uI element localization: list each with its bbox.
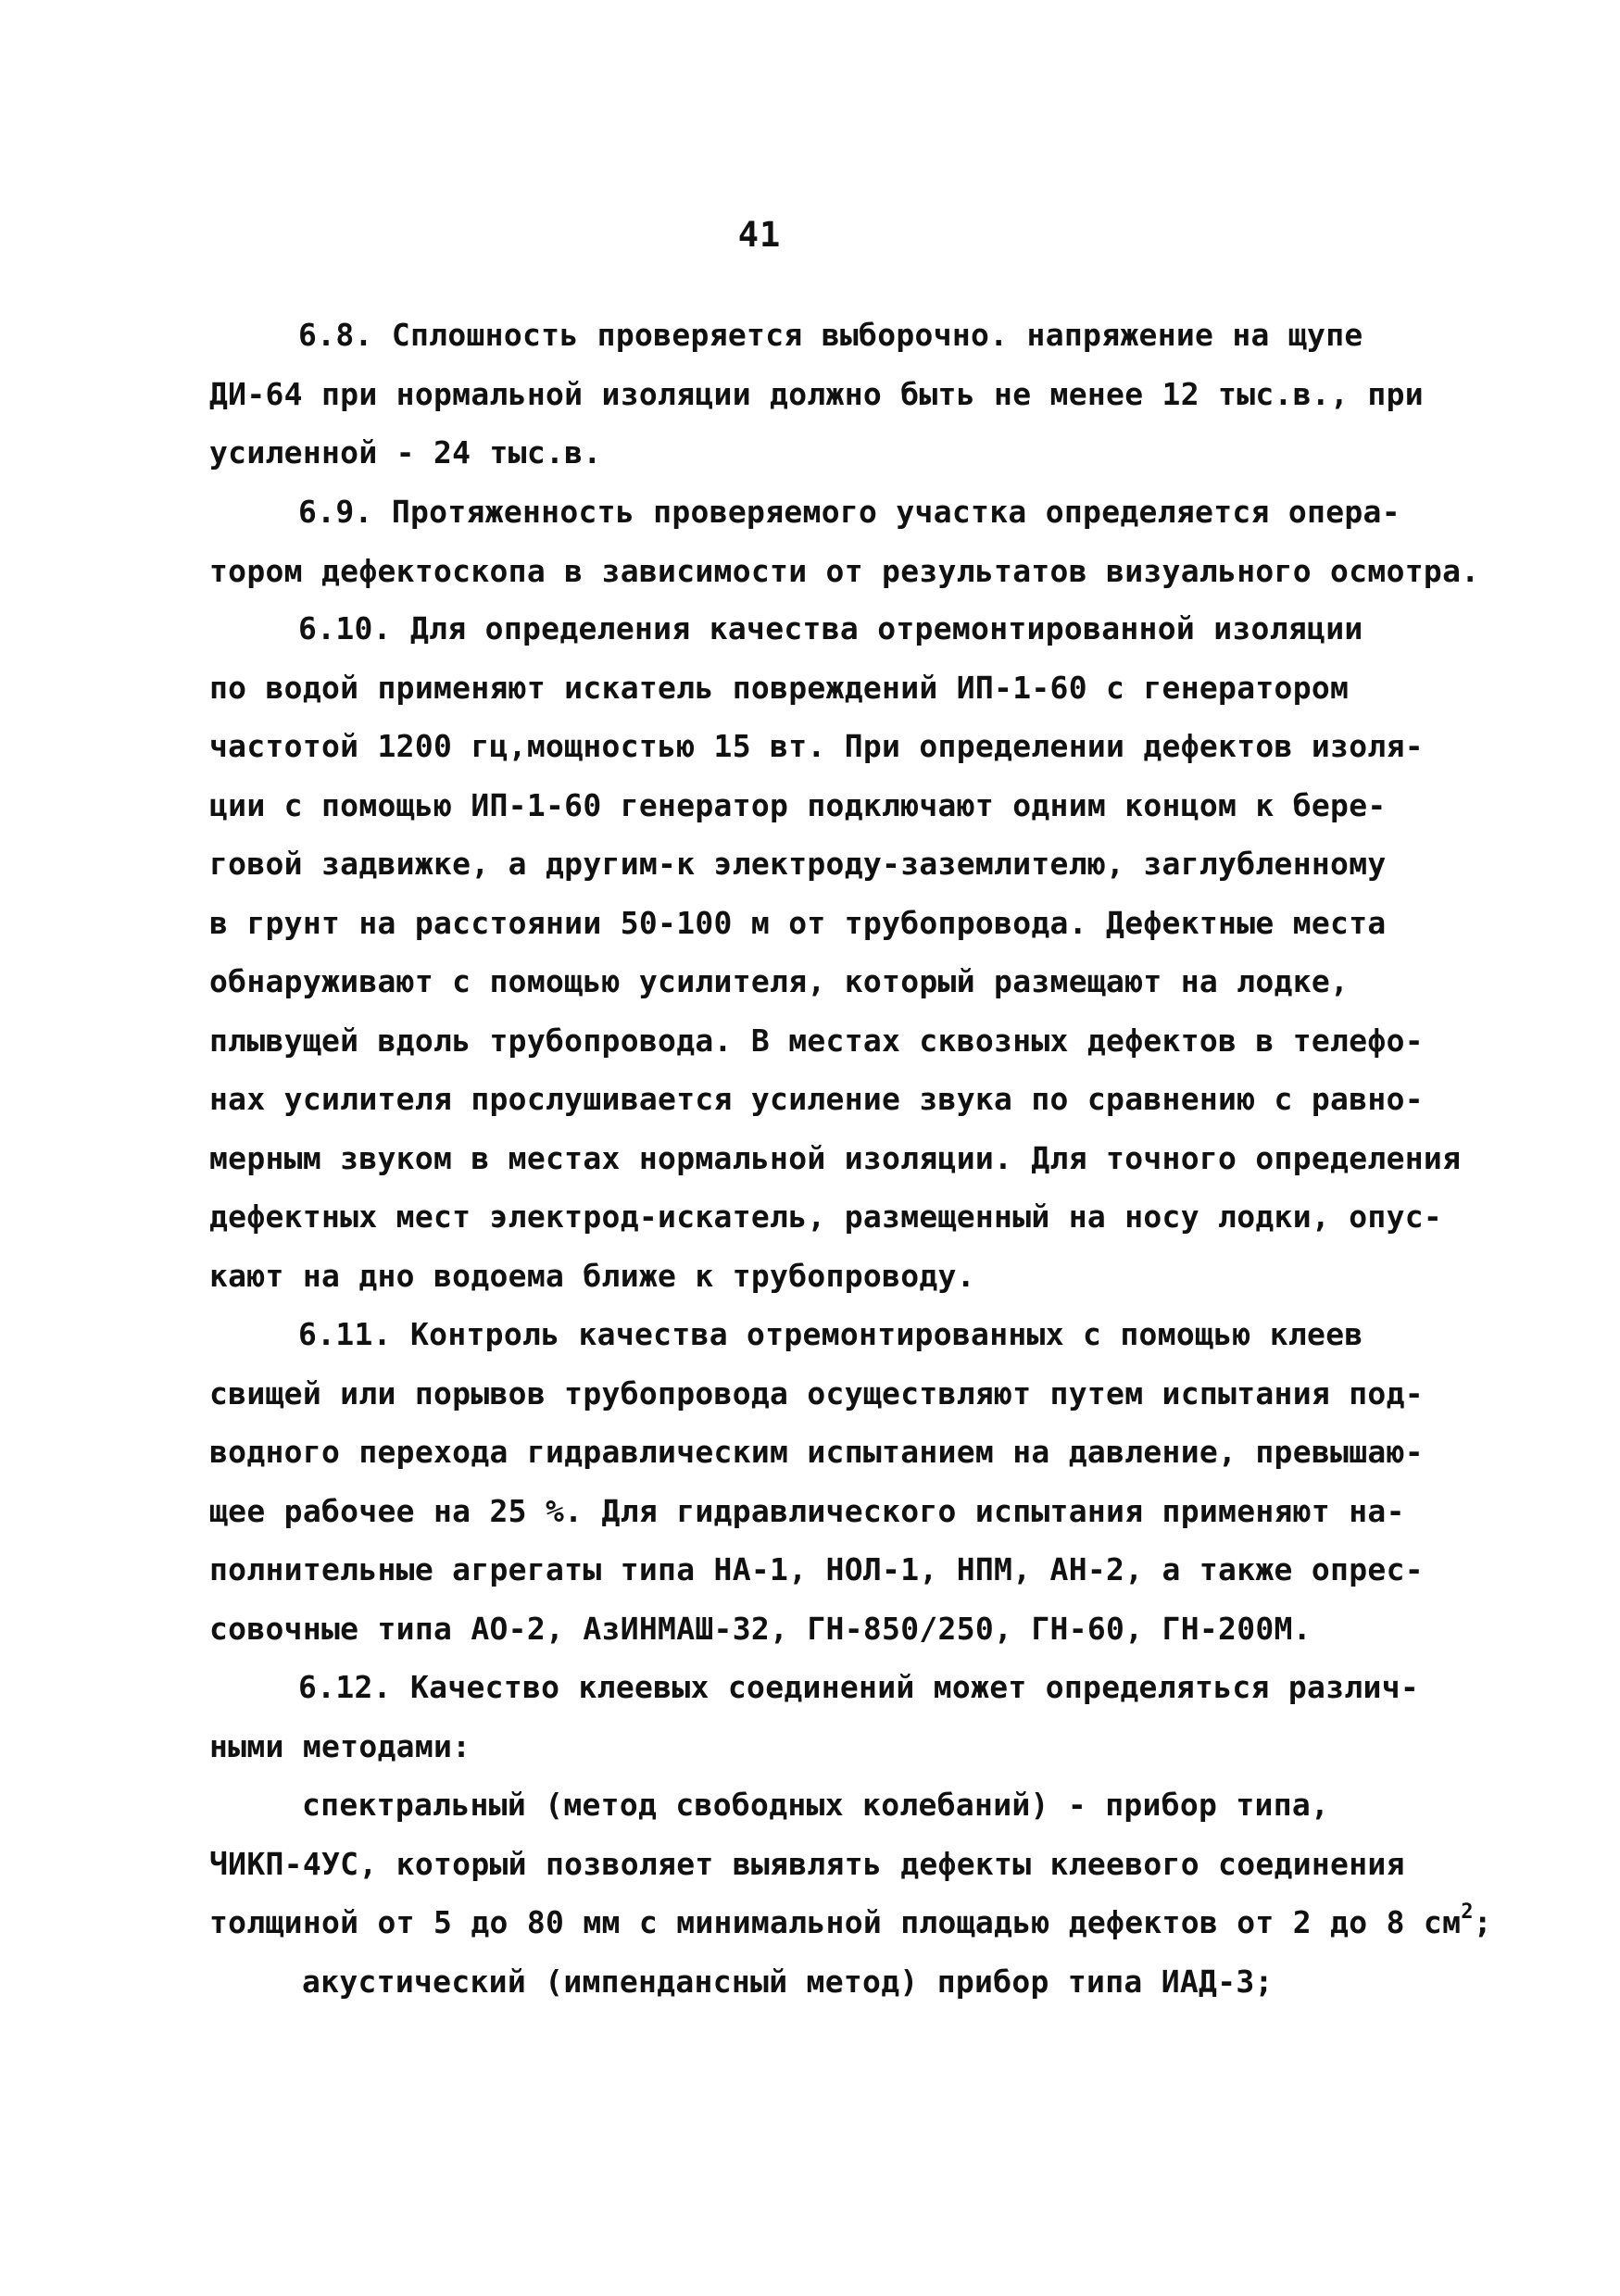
paragraph-6-9	[209, 483, 1480, 600]
superscript-exponent: 2	[1461, 1901, 1474, 1924]
text-line-with-superscript	[209, 1893, 1492, 1952]
text-line: щее рабочее на 25 %. Для гидравлического испытания применяют на-	[209, 1492, 1405, 1529]
text-line: мерным звуком в местах нормальной изоляции. Для точного определения	[209, 1139, 1462, 1176]
text-line: частотой 1200 гц,мощностью 15 вт. При определении дефектов изоля-	[209, 728, 1424, 764]
paragraph-6-10	[209, 599, 1462, 1305]
page-number: 41	[737, 215, 782, 255]
text-line: ДИ-64 при нормальной изоляции должно быть не менее 12 тыс.в., при	[209, 375, 1424, 412]
paragraph-6-8	[209, 306, 1455, 483]
text-line: 6.11. Контроль качества отремонтированных с помощью клеев	[298, 1316, 1363, 1352]
text-line: совочные типа АО-2, АзИНМАШ-32, ГН-850/250, ГН-60, ГН-200М.	[209, 1610, 1312, 1647]
paragraph-6-11	[209, 1305, 1455, 1658]
text-fragment: толщиной от 5 до 80 мм с минимальной площадью дефектов от 2 до 8 см	[209, 1904, 1462, 1940]
text-line: 6.10. Для определения качества отремонтированной изоляции	[298, 610, 1363, 646]
text-line: ЧИКП-4УС, который позволяет выявлять дефекты клеевого соединения	[209, 1845, 1405, 1882]
text-line: ции с помощью ИП-1-60 генератор подключают одним концом к бере-	[209, 786, 1387, 823]
paragraph-methods	[209, 1775, 1492, 2011]
text-line: свищей или порывов трубопровода осуществляют путем испытания под-	[209, 1374, 1424, 1411]
text-line: усиленной - 24 тыс.в.	[209, 434, 602, 470]
text-line: тором дефектоскопа в зависимости от результатов визуального осмотра.	[209, 552, 1480, 589]
text-line: ными методами:	[209, 1727, 471, 1764]
text-line: 6.8. Сплошность проверяется выборочно. напряжение на щупе	[298, 317, 1363, 353]
text-line: акустический (импендансный метод) прибор типа ИАД-3;	[302, 1963, 1274, 2000]
text-line: спектральный (метод свободных колебаний) - прибор типа,	[302, 1787, 1330, 1823]
paragraph-6-12	[209, 1658, 1455, 1775]
text-line: по водой применяют искатель повреждений ИП-1-60 с генератором	[209, 669, 1350, 706]
text-line: полнительные агрегаты типа НА-1, НОЛ-1, НПМ, АН-2, а также опрес-	[209, 1551, 1424, 1587]
text-line: водного перехода гидравлическим испытанием на давление, превышаю-	[209, 1434, 1424, 1470]
text-line: говой задвижке, а другим-к электроду-заземлителю, заглубленному	[209, 846, 1387, 882]
text-line: плывущей вдоль трубопровода. В местах сквозных дефектов в телефо-	[209, 1022, 1424, 1059]
text-line: 6.12. Качество клеевых соединений может определяться различ-	[298, 1669, 1420, 1705]
text-line: 6.9. Протяженность проверяемого участка определяется опера-	[298, 494, 1400, 530]
text-line: кают на дно водоема ближе к трубопроводу.	[209, 1257, 975, 1294]
text-line: обнаруживают с помощью усилителя, который размещают на лодке,	[209, 963, 1350, 999]
text-line: нах усилителя прослушивается усиление звука по сравнению с равно-	[209, 1081, 1424, 1117]
text-line: в грунт на расстоянии 50-100 м от трубопровода. Дефектные места	[209, 904, 1387, 941]
text-fragment: ;	[1473, 1904, 1492, 1940]
text-line: дефектных мест электрод-искатель, размещенный на носу лодки, опус-	[209, 1198, 1443, 1235]
